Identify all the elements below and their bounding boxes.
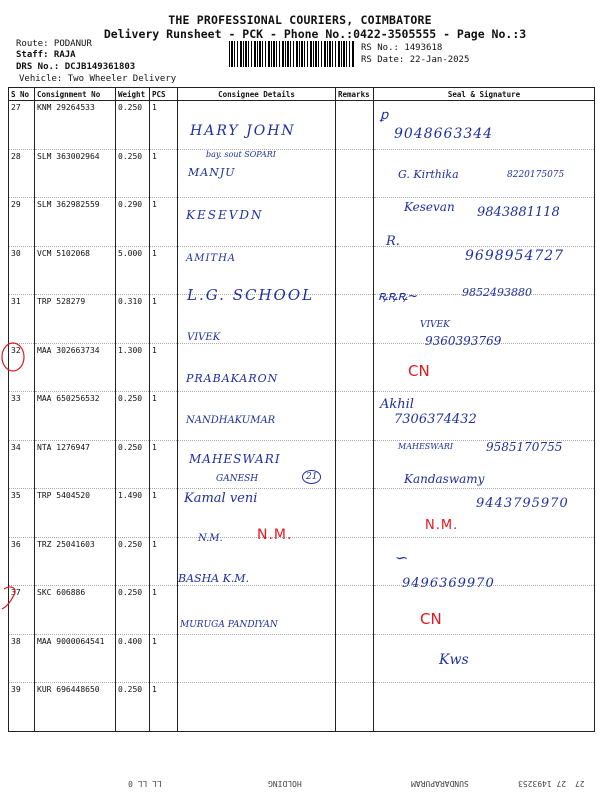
cell-consignment: KUR 696448650 (35, 683, 116, 732)
table-header-row (9, 88, 595, 101)
hw-consignee-27: HARY JOHN (190, 123, 296, 139)
hw-consignee-37: N.M. (198, 533, 223, 544)
hw-consignee-36-note: GANESH (216, 474, 259, 484)
cell-consignment: MAA 9000064541 (35, 634, 116, 683)
hw-consignee-28-note: bay. sout SOPARI (206, 150, 276, 159)
cell-sno: 32 (9, 343, 35, 392)
hw-sign-38-mark: ∽ (395, 548, 409, 567)
table-row (9, 586, 595, 635)
hw-sign-29-name: Kesevan (404, 200, 455, 214)
runsheet-title: Delivery Runsheet - PCK - Phone No.:0422-3505555 - Page No.:3 (103, 27, 527, 41)
signature-mark: ꝑ (380, 108, 389, 123)
cell-sno: 33 (9, 392, 35, 441)
cell-weight: 0.290 (116, 198, 150, 247)
col-remarks: Remarks (336, 88, 374, 101)
cell-weight: 5.000 (116, 246, 150, 295)
hw-sign-39-red: CN (420, 610, 442, 628)
cell-consignment: TRZ 25041603 (35, 537, 116, 586)
cell-remarks (336, 246, 374, 295)
hw-sign-36: 9443795970 (476, 496, 569, 511)
hw-sign-28-name: G. Kirthika (398, 168, 459, 181)
cell-weight: 0.250 (116, 537, 150, 586)
table-row (9, 683, 595, 732)
barcode-image (229, 41, 354, 67)
hw-consignee-33: PRABAKARON (186, 372, 279, 385)
hw-consignee-30: AMITHA (186, 253, 237, 264)
hw-consignee-29: KESEVDN (186, 208, 264, 222)
cell-weight: 0.250 (116, 101, 150, 150)
col-consignment: Consignment No (35, 88, 116, 101)
hw-sign-36-name: Kandaswamy (404, 472, 485, 486)
cell-remarks (336, 343, 374, 392)
runsheet-table (8, 87, 595, 732)
table-row (9, 634, 595, 683)
cell-signature (374, 586, 595, 635)
cell-sno: 39 (9, 683, 35, 732)
cell-remarks (336, 440, 374, 489)
hw-circled-number: 21 (302, 470, 321, 484)
route-label: Route: PODANUR (16, 39, 92, 49)
hw-sign-29: 9843881118 (477, 205, 560, 220)
cell-sno: 27 (9, 101, 35, 150)
hw-consignee-35: MAHESWARI (189, 452, 281, 466)
cell-pcs: 1 (150, 149, 178, 198)
cell-pcs: 1 (150, 246, 178, 295)
table-row (9, 101, 595, 150)
cell-pcs: 1 (150, 101, 178, 150)
col-sno: S No (9, 88, 35, 101)
cell-weight: 1.490 (116, 489, 150, 538)
cell-consignment: TRP 528279 (35, 295, 116, 344)
cell-consignment: SKC 606886 (35, 586, 116, 635)
cell-consignment: NTA 1276947 (35, 440, 116, 489)
cell-remarks (336, 198, 374, 247)
rs-date: RS Date: 22-Jan-2025 (361, 55, 470, 65)
cell-sno: 29 (9, 198, 35, 247)
cell-consignment: TRP 5404520 (35, 489, 116, 538)
col-weight: Weight (116, 88, 150, 101)
hw-consignee-31: L.G. SCHOOL (187, 286, 315, 304)
cell-consignment: MAA 302663734 (35, 343, 116, 392)
cell-weight: 1.300 (116, 343, 150, 392)
cell-pcs: 1 (150, 537, 178, 586)
red-circle-mark (0, 340, 26, 374)
col-pcs: PCS (150, 88, 178, 101)
table-row (9, 343, 595, 392)
vehicle-label: Vehicle: Two Wheeler Delivery (19, 74, 177, 84)
hw-sign-32-name: VIVEK (420, 320, 450, 330)
cell-remarks (336, 489, 374, 538)
hw-consignee-36: Kamal veni (184, 491, 258, 506)
cell-pcs: 1 (150, 343, 178, 392)
hw-red-initials: N.M. (257, 527, 293, 543)
cell-pcs: 1 (150, 586, 178, 635)
cell-remarks (336, 101, 374, 150)
footer-location: SUNDARAPURAM (411, 779, 469, 788)
cell-weight: 0.250 (116, 586, 150, 635)
cell-consignment: SLM 362982559 (35, 198, 116, 247)
cell-pcs: 1 (150, 440, 178, 489)
cell-weight: 0.250 (116, 392, 150, 441)
cell-weight: 0.250 (116, 440, 150, 489)
cell-remarks (336, 634, 374, 683)
hw-consignee-39: MURUGA PANDIYAN (180, 620, 278, 630)
cell-sno: 37 (9, 586, 35, 635)
cell-weight: 0.400 (116, 634, 150, 683)
cell-consignment: VCM 5102068 (35, 246, 116, 295)
hw-sign-31: 9852493880 (462, 286, 532, 299)
hw-sign-34: 7306374432 (394, 412, 477, 427)
cell-pcs: 1 (150, 683, 178, 732)
cell-sno: 34 (9, 440, 35, 489)
footer-rs-ref: 27 1493253 (518, 779, 567, 788)
cell-pcs: 1 (150, 489, 178, 538)
footer-holding: HOLDING (268, 779, 302, 788)
cell-weight: 0.310 (116, 295, 150, 344)
cell-sno: 31 (9, 295, 35, 344)
hw-sign-32: 9360393769 (425, 334, 502, 348)
cell-remarks (336, 295, 374, 344)
hw-consignee-32: VIVEK (187, 332, 221, 343)
cell-remarks (336, 537, 374, 586)
cell-sno: 30 (9, 246, 35, 295)
cell-pcs: 1 (150, 295, 178, 344)
hw-sign-33-red: CN (408, 362, 430, 380)
hw-sign-30-name: R. (386, 234, 400, 249)
cell-signature (374, 683, 595, 732)
cell-sno: 35 (9, 489, 35, 538)
cell-signature (374, 634, 595, 683)
hw-sign-35-name: MAHESWARI (398, 442, 454, 451)
hw-sign-31-mark: ꝶꝶꝶ~ (378, 289, 419, 304)
cell-pcs: 1 (150, 392, 178, 441)
staff-label: Staff: RAJA (16, 50, 76, 60)
cell-remarks (336, 149, 374, 198)
cell-consignment: MAA 650256532 (35, 392, 116, 441)
cell-pcs: 1 (150, 198, 178, 247)
hw-sign-35: 9585170755 (486, 440, 563, 454)
cell-consignee (178, 683, 336, 732)
cell-remarks (336, 683, 374, 732)
cell-remarks (336, 392, 374, 441)
cell-remarks (336, 586, 374, 635)
col-consignee: Consignee Details (178, 88, 336, 101)
hw-sign-28: 8220175075 (507, 170, 565, 180)
cell-sno: 36 (9, 537, 35, 586)
hw-sign-27: 9048663344 (394, 126, 494, 142)
footer-page-tag: 27 (575, 779, 585, 788)
rs-number: RS No.: 1493618 (361, 43, 443, 53)
cell-consignment: KNM 29264533 (35, 101, 116, 150)
hw-consignee-28: MANJU (188, 166, 236, 179)
hw-consignee-38: BASHA K.M. (178, 572, 250, 585)
hw-sign-37-red: N.M. (425, 518, 459, 533)
cell-weight: 0.250 (116, 683, 150, 732)
table-row (9, 392, 595, 441)
cell-consignee (178, 634, 336, 683)
hw-sign-38: 9496369970 (402, 576, 495, 591)
col-signature: Seal & Signature (374, 88, 595, 101)
cell-signature (374, 343, 595, 392)
cell-sno: 28 (9, 149, 35, 198)
cell-consignment: SLM 363002964 (35, 149, 116, 198)
footer-codes: LL LL 0 (128, 779, 162, 788)
cell-weight: 0.250 (116, 149, 150, 198)
company-title: THE PROFESSIONAL COURIERS, COIMBATORE (168, 13, 432, 27)
hw-consignee-34: NANDHAKUMAR (186, 415, 276, 426)
red-tick-mark (0, 583, 24, 613)
hw-sign-34-name: Akhil (380, 397, 414, 412)
cell-pcs: 1 (150, 634, 178, 683)
bottom-initials: Kws (439, 652, 469, 668)
cell-sno: 38 (9, 634, 35, 683)
hw-sign-30: 9698954727 (465, 248, 565, 264)
drs-number: DRS No.: DCJB149361803 (16, 62, 136, 72)
table-row (9, 537, 595, 586)
